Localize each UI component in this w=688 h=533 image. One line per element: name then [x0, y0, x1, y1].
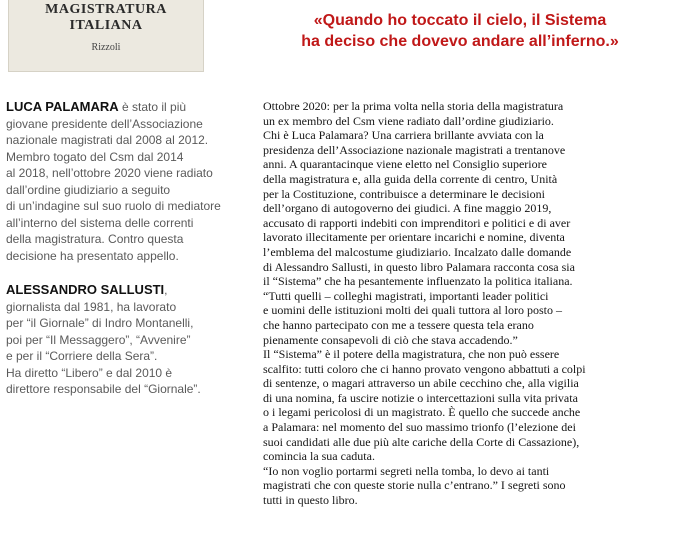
- description-line: il “Sistema” che ha pesantemente influenzato la politica italiana.: [263, 274, 573, 289]
- pull-quote-line: «Quando ho toccato il cielo, il Sistema: [313, 12, 607, 29]
- description-line: lavorato illecitamente per orientare incarichi e nomine, diventa: [263, 230, 565, 245]
- description-line: che hanno partecipato con me a tessere questa tela erano: [263, 317, 534, 332]
- description-line: “Tutti quelli – colleghi magistrati, importanti leader politici: [263, 288, 549, 303]
- description-line: di una nomina, fa uscire notizie o intercettazioni sulla vita privata: [263, 390, 578, 405]
- description-line: pienamente consapevoli di ciò che stava accadendo.”: [263, 332, 518, 347]
- bio-line: poi per “Il Messaggero”, “Avvenire”: [6, 332, 191, 347]
- bio-line: per “il Giornale” di Indro Montanelli,: [6, 316, 194, 330]
- cover-publisher: Rizzoli: [91, 42, 121, 53]
- bio-line: Membro togato del Csm dal 2014: [6, 149, 184, 164]
- description-line: e uomini delle istituzioni molti dei quali tuttora al loro posto –: [263, 303, 562, 318]
- description-line: di sentenze, o magari attraverso un abile cecchino che, alla vigilia: [263, 376, 579, 391]
- bio-line: direttore responsabile del “Giornale”.: [6, 382, 201, 396]
- bio-line: giornalista dal 1981, ha lavorato: [6, 299, 177, 314]
- pull-quote-line: ha deciso che dovevo andare all’inferno.»: [301, 33, 619, 50]
- description-line: dell’organo di autogoverno dei giudici. A fine maggio 2019,: [263, 201, 552, 216]
- description-line: “Io non voglio portarmi segreti nella tomba, lo devo ai tanti: [263, 463, 550, 478]
- cover-title: MAGISTRATURA ITALIANA: [45, 2, 167, 33]
- description-line: presidenza dell’Associazione nazionale magistrati a trentanove: [263, 142, 566, 157]
- description-line: suoi candidati alle due più alte cariche della Corte di Cassazione),: [263, 434, 580, 449]
- bio-line: Ha diretto “Libero” e dal 2010 è: [6, 365, 173, 380]
- description-line: Ottobre 2020: per la prima volta nella storia della magistratura: [263, 99, 564, 113]
- author-name: ALESSANDRO SALLUSTI: [6, 282, 165, 297]
- description-line: accusato di rapporti indebiti con imprenditori e politici e di aver: [263, 215, 571, 230]
- bio-line: giovane presidente dell’Associazione: [6, 116, 203, 131]
- description-line: Chi è Luca Palamara? Una carriera brillante avviata con la: [263, 128, 544, 143]
- bio-first-line: [6, 99, 244, 116]
- bio-line: e per il “Corriere della Sera”.: [6, 349, 158, 363]
- description-line: anni. A quarantacinque viene eletto nel Consiglio superiore: [263, 157, 547, 172]
- description-line: della magistratura e, alla guida della corrente di centro, Unità: [263, 171, 558, 186]
- author-bio-palamara: [6, 99, 244, 264]
- book-cover: [8, 0, 204, 72]
- description-line: scalfito: tutti coloro che ci hanno provato vengono abbattuti a colpi: [263, 361, 586, 376]
- description-line: Il “Sistema” è il potere della magistratura, che non può essere: [263, 347, 560, 362]
- bio-line: dall’ordine giudiziario a seguito: [6, 182, 171, 197]
- description-line: per la Costituzione, contribuisce a determinare le decisioni: [263, 186, 545, 201]
- description-line: a Palamara: nel momento del suo massimo trionfo (l’elezione dei: [263, 420, 576, 435]
- pull-quote: [258, 10, 662, 52]
- bio-line: di un’indagine sul suo ruolo di mediatore: [6, 199, 221, 213]
- description-line: comincia la sua caduta.: [263, 449, 375, 464]
- description-line: un ex membro del Csm viene radiato dall’ordine giudiziario.: [263, 113, 554, 128]
- author-bio-sallusti: [6, 282, 244, 398]
- bio-line: decisione ha presentato appello.: [6, 248, 179, 263]
- description-line: magistrati che con queste storie nulla c’entrano.” I segreti sono: [263, 478, 566, 493]
- bio-text: ,: [164, 283, 168, 297]
- bio-first-line: [6, 282, 244, 299]
- bio-text: è stato il più: [118, 100, 187, 114]
- description-line: o i legami pericolosi di un magistrato. È quello che succede anche: [263, 405, 581, 420]
- bio-line: all’interno del sistema delle correnti: [6, 215, 194, 230]
- bio-line: nazionale magistrati dal 2008 al 2012.: [6, 133, 209, 147]
- description-line: tutti in questo libro.: [263, 493, 358, 508]
- book-description: [263, 99, 673, 508]
- description-line: l’emblema del malcostume giudiziario. Incalzato dalle domande: [263, 244, 572, 259]
- description-line: di Alessandro Sallusti, in questo libro Palamara racconta cosa sia: [263, 259, 575, 274]
- bio-line: al 2018, nell’ottobre 2020 viene radiato: [6, 166, 213, 180]
- bio-line: della magistratura. Contro questa: [6, 232, 184, 246]
- author-name: LUCA PALAMARA: [6, 99, 119, 114]
